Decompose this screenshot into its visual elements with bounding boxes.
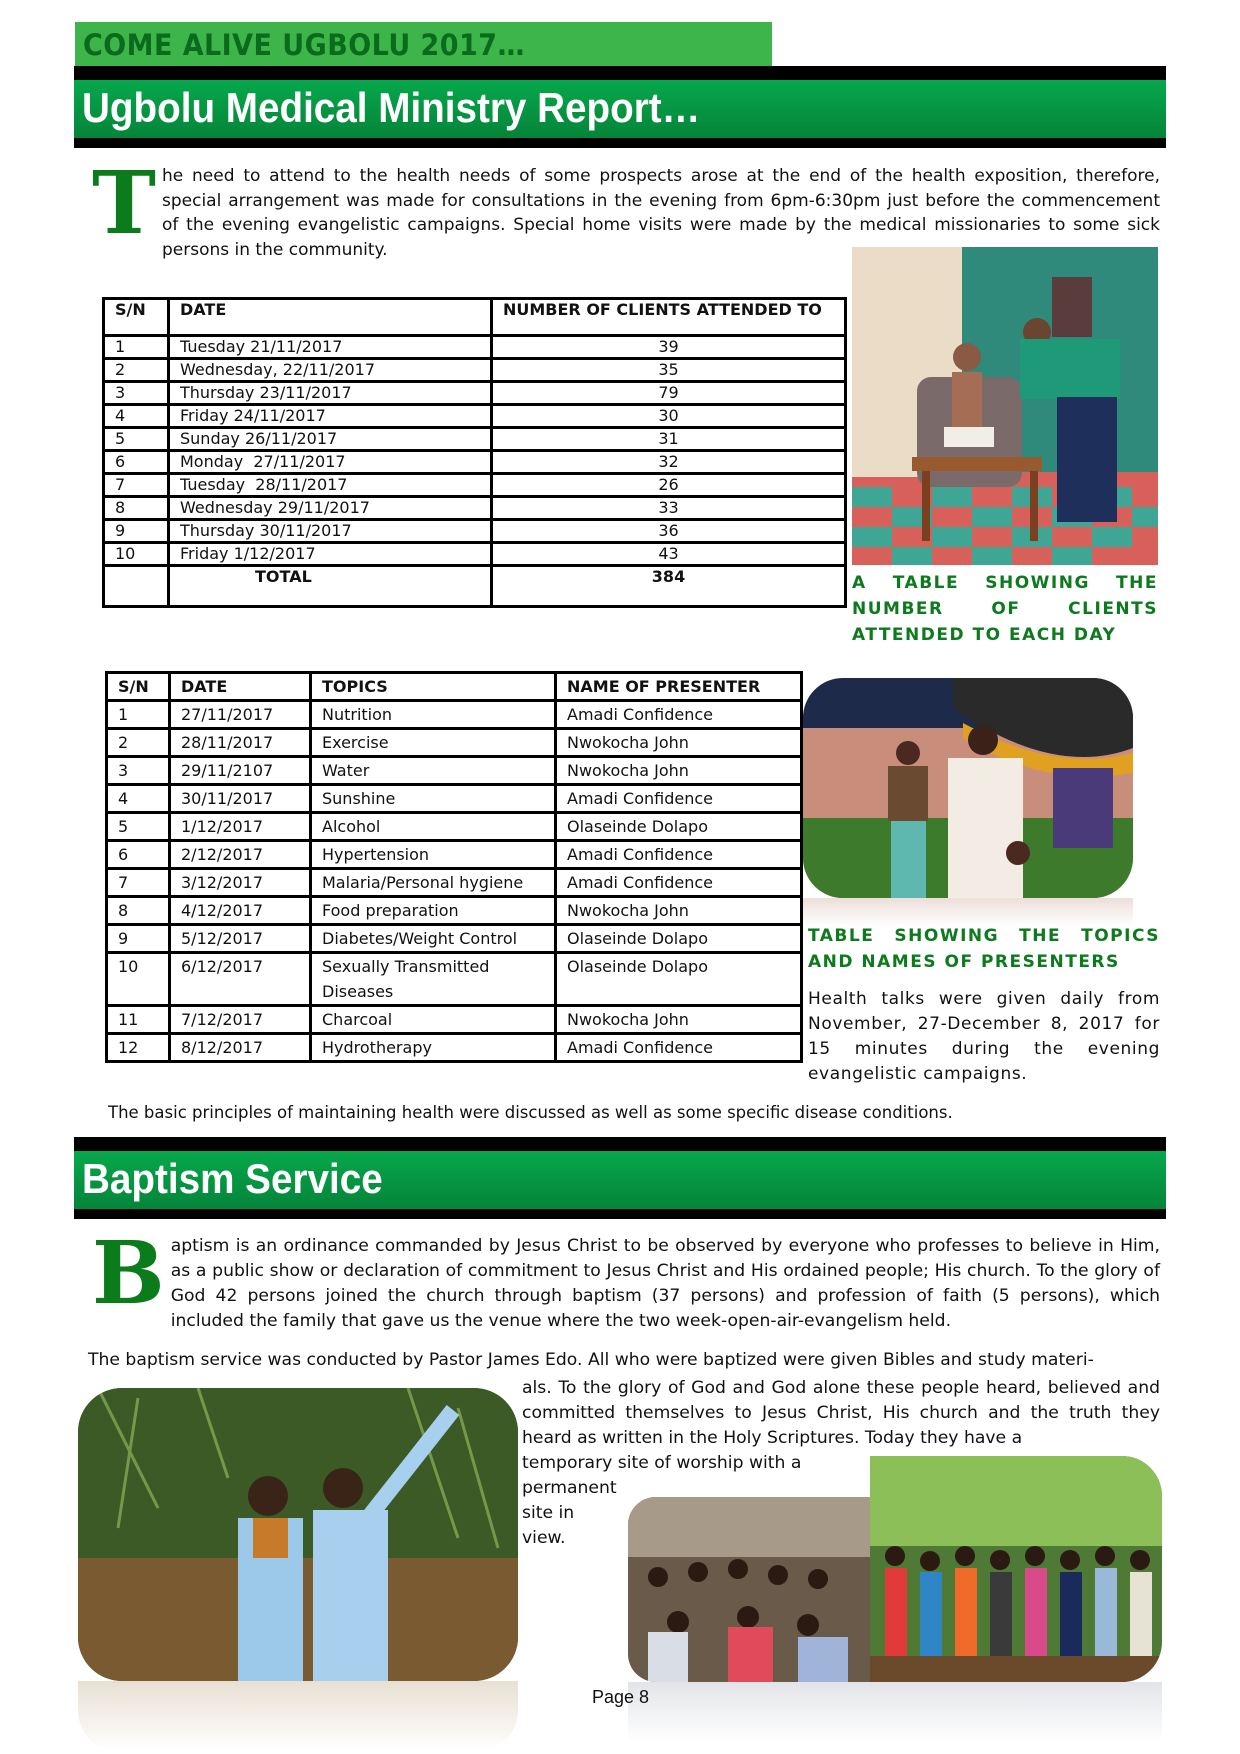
group-photo <box>870 1456 1162 1682</box>
cell-count: 26 <box>492 474 846 497</box>
cell-sn: 7 <box>104 474 169 497</box>
cell-sn: 4 <box>104 405 169 428</box>
tail-line: temporary site of worship with a <box>522 1453 802 1473</box>
cell-date: Friday 1/12/2017 <box>169 543 492 566</box>
table-row <box>107 813 802 841</box>
baptism-illustration <box>78 1388 518 1681</box>
cell-count: 30 <box>492 405 846 428</box>
table-row <box>107 1034 802 1062</box>
table-row <box>107 869 802 897</box>
cell-date: Tuesday 21/11/2017 <box>169 336 492 359</box>
cell-sn: 9 <box>107 925 170 953</box>
cell-sn: 9 <box>104 520 169 543</box>
col-header-topics: TOPICS <box>311 673 556 701</box>
cell-presenter: Olaseinde Dolapo <box>556 925 802 953</box>
cell-sn: 3 <box>104 382 169 405</box>
baptism-para2-rest: als. To the glory of God and God alone these people heard, believed and committed themselves to Jesus Christ, His church and the truth they heard as written in the Holy Scriptures. Today they have a <box>522 1378 1160 1448</box>
cell-sn: 8 <box>107 897 170 925</box>
col-header-count: NUMBER OF CLIENTS ATTENDED TO <box>492 299 846 336</box>
cell-sn: 5 <box>107 813 170 841</box>
table-row <box>104 474 846 497</box>
table-row <box>104 543 846 566</box>
baptism-intro-text: aptism is an ordinance commanded by Jesus Christ to be observed by everyone who professes to believe in Him, as a public show or declaration of commitment to Jesus Christ and His ordained people; His church. To the glory of God 42 persons joined the church through baptism (37 persons) and profession of faith (5 persons), which included the family that gave us the venue where the two week-open-air-evangelism held. <box>170 1236 1160 1331</box>
cell-count: 33 <box>492 497 846 520</box>
table-row <box>104 451 846 474</box>
cell-topic: Diabetes/Weight Control <box>311 925 556 953</box>
tail-line: view. <box>522 1528 566 1548</box>
section-title-baptism: Baptism Service <box>82 1155 383 1202</box>
cell-topic: Alcohol <box>311 813 556 841</box>
table-row <box>107 785 802 813</box>
health-talks-note: Health talks were given daily from November, 27-December 8, 2017 for 15 minutes during the evening evangelistic campaigns. <box>808 989 1160 1084</box>
cell-count: 36 <box>492 520 846 543</box>
cell-presenter: Amadi Confidence <box>556 785 802 813</box>
table-row <box>104 428 846 451</box>
topics-table <box>105 671 803 1063</box>
cell-date: Friday 24/11/2017 <box>169 405 492 428</box>
cell-sn: 11 <box>107 1006 170 1034</box>
cell-sn: 3 <box>107 757 170 785</box>
publication-banner <box>75 22 772 66</box>
clients-table-caption: A TABLE SHOWING THE NUMBER OF CLIENTS ATTENDED TO EACH DAY <box>852 573 1158 645</box>
baptism-photo <box>78 1388 518 1681</box>
cell-date: 28/11/2017 <box>170 729 311 757</box>
cell-presenter: Amadi Confidence <box>556 701 802 729</box>
cell-count: 35 <box>492 359 846 382</box>
cell-sn: 10 <box>107 953 170 1006</box>
home-visit-photo <box>852 247 1158 565</box>
cell-sn: 4 <box>107 785 170 813</box>
table-row <box>107 925 802 953</box>
section-header-baptism <box>74 1137 1166 1219</box>
cell-topic: Sunshine <box>311 785 556 813</box>
table-row <box>104 382 846 405</box>
health-talk-photo <box>803 678 1133 898</box>
banner-text: COME ALIVE UGBOLU 2017… <box>83 28 525 62</box>
cell-date: 6/12/2017 <box>170 953 311 1006</box>
cell-presenter: Amadi Confidence <box>556 841 802 869</box>
cell-topic: Charcoal <box>311 1006 556 1034</box>
cell-sn: 7 <box>107 869 170 897</box>
cell-presenter: Nwokocha John <box>556 729 802 757</box>
table-row <box>107 729 802 757</box>
cell-date: Monday 27/11/2017 <box>169 451 492 474</box>
cell-topic: Sexually Transmitted Diseases <box>311 953 556 1006</box>
dropcap-b: B <box>92 1223 165 1324</box>
cell-topic: Hydrotherapy <box>311 1034 556 1062</box>
col-header-sn: S/N <box>107 673 170 701</box>
total-blank <box>104 566 169 607</box>
cell-date: Wednesday, 22/11/2017 <box>169 359 492 382</box>
cell-date: 4/12/2017 <box>170 897 311 925</box>
table-row <box>107 701 802 729</box>
baptism-photo-reflection <box>78 1681 518 1751</box>
cell-date: Thursday 23/11/2017 <box>169 382 492 405</box>
cell-date: 3/12/2017 <box>170 869 311 897</box>
baptism-para2-line1: The baptism service was conducted by Pastor James Edo. All who were baptized were given Bibles and study materi- <box>88 1350 1094 1370</box>
group-photos-reflection <box>628 1682 1162 1742</box>
table-row <box>104 497 846 520</box>
cell-date: 27/11/2017 <box>170 701 311 729</box>
cell-sn: 1 <box>107 701 170 729</box>
cell-sn: 6 <box>104 451 169 474</box>
tail-line: permanent <box>522 1478 617 1498</box>
cell-sn: 10 <box>104 543 169 566</box>
health-talk-illustration <box>803 678 1133 898</box>
medical-intro-text: he need to attend to the health needs of some prospects arose at the end of the health exposition, therefore, special arrangement was made for consultations in the evening from 6pm-6:30pm just before the commencement of the evening evangelistic campaigns. Special home visits were made by the medical missionaries to some sick persons in the community. <box>162 166 1160 260</box>
table-row <box>107 897 802 925</box>
total-label: TOTAL <box>169 566 492 607</box>
cell-count: 31 <box>492 428 846 451</box>
cell-sn: 1 <box>104 336 169 359</box>
health-principles-note: The basic principles of maintaining health were discussed as well as some specific disease conditions. <box>108 1103 953 1122</box>
col-header-sn: S/N <box>104 299 169 336</box>
health-talk-photo-reflection <box>803 898 1133 926</box>
cell-date: Thursday 30/11/2017 <box>169 520 492 543</box>
group-meeting-illustration <box>628 1497 870 1682</box>
cell-presenter: Amadi Confidence <box>556 869 802 897</box>
cell-date: Wednesday 29/11/2017 <box>169 497 492 520</box>
section-header-medical <box>74 66 1166 148</box>
cell-sn: 2 <box>107 729 170 757</box>
cell-presenter: Olaseinde Dolapo <box>556 953 802 1006</box>
cell-presenter: Nwokocha John <box>556 1006 802 1034</box>
cell-presenter: Amadi Confidence <box>556 1034 802 1062</box>
page-number: Page 8 <box>592 1687 650 1707</box>
table-row <box>104 336 846 359</box>
cell-presenter: Olaseinde Dolapo <box>556 813 802 841</box>
cell-topic: Food preparation <box>311 897 556 925</box>
cell-date: 30/11/2017 <box>170 785 311 813</box>
cell-date: Tuesday 28/11/2017 <box>169 474 492 497</box>
table-row <box>107 1006 802 1034</box>
cell-presenter: Nwokocha John <box>556 757 802 785</box>
cell-date: 8/12/2017 <box>170 1034 311 1062</box>
table-row <box>104 520 846 543</box>
clients-table <box>102 297 847 608</box>
total-value: 384 <box>492 566 846 607</box>
cell-sn: 8 <box>104 497 169 520</box>
col-header-date: DATE <box>169 299 492 336</box>
table-row <box>104 359 846 382</box>
cell-topic: Nutrition <box>311 701 556 729</box>
cell-date: 2/12/2017 <box>170 841 311 869</box>
cell-sn: 5 <box>104 428 169 451</box>
cell-topic: Exercise <box>311 729 556 757</box>
cell-sn: 2 <box>104 359 169 382</box>
group-illustration <box>870 1456 1162 1682</box>
cell-sn: 6 <box>107 841 170 869</box>
cell-date: 1/12/2017 <box>170 813 311 841</box>
cell-count: 79 <box>492 382 846 405</box>
col-header-presenter: NAME OF PRESENTER <box>556 673 802 701</box>
cell-date: 29/11/2107 <box>170 757 311 785</box>
dropcap-t: T <box>92 153 156 254</box>
table-row <box>107 953 802 1006</box>
table-row <box>107 757 802 785</box>
group-meeting-photo <box>628 1497 870 1682</box>
tail-line: site in <box>522 1503 575 1523</box>
cell-topic: Malaria/Personal hygiene <box>311 869 556 897</box>
col-header-date: DATE <box>170 673 311 701</box>
cell-date: Sunday 26/11/2017 <box>169 428 492 451</box>
section-title-medical: Ugbolu Medical Ministry Report… <box>82 84 701 131</box>
cell-topic: Water <box>311 757 556 785</box>
cell-topic: Hypertension <box>311 841 556 869</box>
baptism-intro <box>92 1223 1160 1334</box>
table-row <box>104 405 846 428</box>
home-visit-illustration <box>852 247 1158 565</box>
cell-count: 43 <box>492 543 846 566</box>
cell-count: 32 <box>492 451 846 474</box>
cell-date: 5/12/2017 <box>170 925 311 953</box>
cell-count: 39 <box>492 336 846 359</box>
topics-table-caption: TABLE SHOWING THE TOPICS AND NAMES OF PRESENTERS <box>808 926 1160 972</box>
cell-sn: 12 <box>107 1034 170 1062</box>
cell-date: 7/12/2017 <box>170 1006 311 1034</box>
cell-presenter: Nwokocha John <box>556 897 802 925</box>
table-row <box>107 841 802 869</box>
